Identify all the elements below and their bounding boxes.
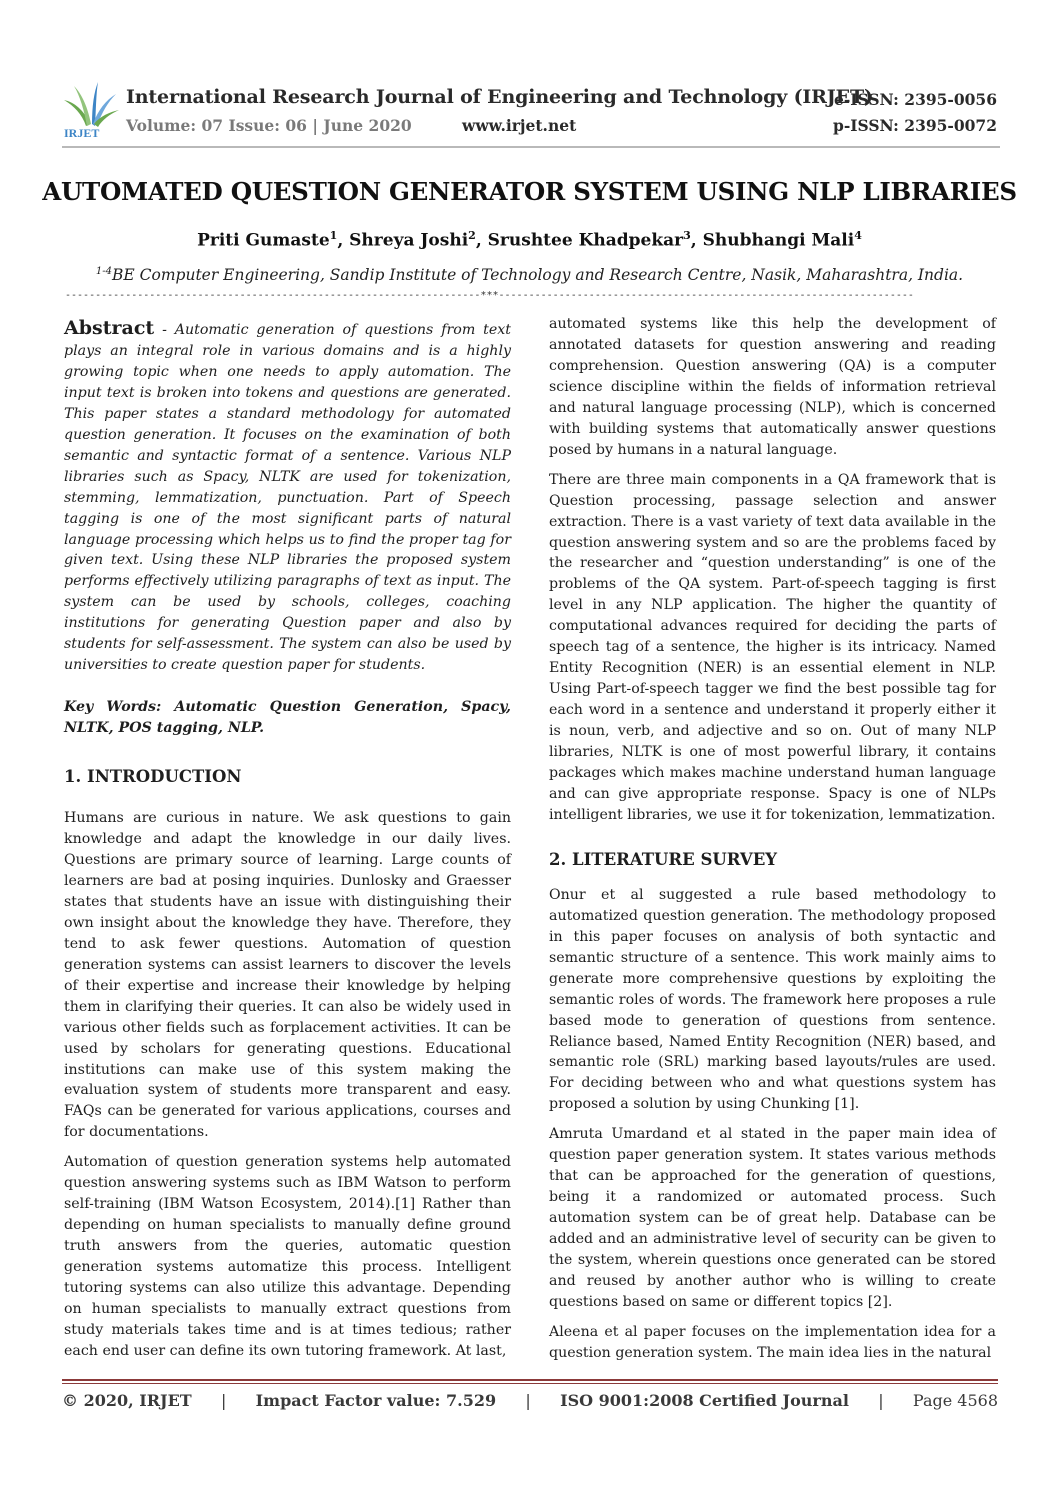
abstract — [64, 318, 511, 676]
footer-copyright: © 2020, IRJET — [62, 1390, 192, 1410]
separator-dashes-right: --------------------------------------------------------------------- — [498, 290, 914, 301]
section-heading-literature-survey: 2. LITERATURE SURVEY — [549, 849, 778, 869]
footer-pipe: | — [525, 1390, 531, 1410]
author-list — [0, 229, 1059, 251]
footer-divider — [62, 1379, 998, 1381]
e-issn: e-ISSN: 2395-0056 — [833, 90, 997, 109]
page-footer — [62, 1388, 998, 1412]
paragraph: Humans are curious in nature. We ask questions to gain knowledge and adapt the knowledge in our daily lives. Questions are primary source of learning. Large counts of learners are bad at posing inquiries. Dunlosky and Graesser states that students have an issue with distinguishing their own insight about the knowledge they have. Therefore, they tend to ask fewer questions. Automation of question generation systems can assist learners to discover the levels of their expertise and increase their knowledge by helping them in clarifying their queries. It can also be widely used in various other fields such as forplacement activities. It can be used by scholars for generating questions. Educational institutions can make use of this system making the evaluation system of students more transparent and easy. FAQs can be generated for various applications, courses and for documentations. — [64, 810, 511, 1141]
affiliation-text: BE Computer Engineering, Sandip Institute of Technology and Research Centre, Nasik, Maharashtra, India. — [112, 266, 964, 285]
abstract-label: Abstract — [64, 317, 155, 339]
paragraph: Automation of question generation systems help automated question answering systems such as IBM Watson to perform self-training (IBM Watson Ecosystem, 2014).[1] Rather than depending on human specialists to manually define ground truth answers from the queries, automatic question generation systems automatize this process. Intelligent tutoring systems can also utilize this advantage. Depending on human specialists to manually extract questions from study materials takes time and is at times tedious; rather each end user can define its own tutoring framework. At last, — [64, 1154, 511, 1359]
paragraph: Amruta Umardand et al stated in the paper main idea of question paper generation system. It states various methods that can be approached for the generation of questions, being it a randomized or automated process. Such automation system can be of great help. Database can be added and an administrative level of security can be given to the system, wherein questions once generated can be stored and reused by another author who is willing to create questions based on same or different topics [2]. — [549, 1126, 996, 1310]
right-column — [549, 314, 996, 1364]
footer-divider-thin — [62, 1383, 998, 1384]
footer-pipe: | — [220, 1390, 227, 1410]
irjet-logo — [62, 80, 120, 138]
keywords — [64, 697, 511, 739]
author-separator: , — [475, 230, 488, 251]
separator-dashes-left: --------------------------------------------------------------------- — [65, 290, 481, 301]
author-affiliation-mark: 4 — [854, 229, 862, 242]
header-divider — [62, 146, 1000, 148]
author-separator: , — [690, 230, 703, 251]
paragraph: automated systems like this help the development of annotated datasets for question answering and reading comprehension. Question answering (QA) is a computer science discipline within the fields of information retrieval and natural language processing (NLP), which is concerned with building systems that automatically answer questions posed by humans in a natural language. — [549, 316, 996, 458]
journal-website-link[interactable]: www.irjet.net — [462, 116, 577, 135]
paragraph: Onur et al suggested a rule based methodology to automatized question generation. The methodology proposed in this paper focuses on analysis of both syntactic and semantic structure of a sentence. This work mainly aims to generate more comprehensive questions by exploiting the semantic roles of words. The framework here proposes a rule based mode to generation of questions from sentence. Reliance based, Named Entity Recognition (NER) based, and semantic role (SRL) marking based layouts/rules are used. For deciding between who and what questions system has proposed a solution by using Chunking [1]. — [549, 886, 996, 1113]
affiliation-mark: 1-4 — [95, 266, 113, 277]
author-separator: , — [337, 230, 350, 251]
paragraph: There are three main components in a QA framework that is Question processing, passage selection and answer extraction. There is a vast variety of text data available in the question answering system and so are the problems faced by the researcher and “question understanding” is one of the problems of the QA system. Part-of-speech tagging is first level in any NLP application. The higher the quantity of computational advances required for deciding the parts of speech tag of a sentence, the higher is its intricacy. Named Entity Recognition (NER) is an essential element in NLP. Using Part-of-speech tagger we find the best possible tag for each word in a sentence and understand it properly either it is noun, verb, and adjective and so on. Out of many NLP libraries, NLTK is one of most powerful library, it contains packages which makes machine understand human language and can give appropriate response. Spacy is one of NLPs intelligent libraries, we use it for tokenization, lemmatization. — [549, 471, 996, 823]
author-name: Shreya Joshi — [349, 230, 469, 251]
author-affiliation-mark: 1 — [329, 229, 338, 242]
section-separator — [65, 290, 995, 301]
left-column — [64, 318, 511, 1362]
footer-iso: ISO 9001:2008 Certified Journal — [560, 1390, 849, 1410]
footer-page-number: Page 4568 — [912, 1390, 998, 1410]
p-issn: p-ISSN: 2395-0072 — [832, 116, 997, 135]
footer-pipe: | — [878, 1390, 884, 1410]
volume-issue: Volume: 07 Issue: 06 | June 2020 — [126, 116, 412, 135]
author-name: Priti Gumaste — [197, 230, 330, 251]
author-affiliation-mark: 3 — [683, 229, 691, 242]
abstract-text: - Automatic generation of questions from text plays an integral role in various domains and is a highly growing topic when one needs to apply automation. The input text is broken into tokens and questions are generated. This paper states a standard methodology for automated question generation. It focuses on the examination of both semantic and syntactic format of a sentence. Various NLP libraries such as Spacy, NLTK are used for tokenization, stemming, lemmatization, punctuation. Part of Speech tagging is one of the most significant parts of natural language processing which helps us to find the proper tag for given text. Using these NLP libraries the proposed system performs effectively utilizing paragraphs of text as input. The system can be used by schools, colleges, coaching institutions for generating Question paper and also by students for self-assessment. The system can also be used by universities to create question paper for students. — [64, 322, 511, 674]
author-name: Shubhangi Mali — [702, 230, 855, 251]
logo-text: IRJET — [64, 126, 100, 138]
keywords-text: : Automatic Question Generation, Spacy, NLTK, POS tagging, NLP. — [64, 699, 511, 737]
separator-mark: *** — [480, 290, 499, 301]
author-name: Srushtee Khadpekar — [487, 230, 684, 251]
footer-impact-factor: Impact Factor value: 7.529 — [255, 1390, 497, 1410]
keywords-label: Key Words — [64, 699, 157, 716]
paragraph: Aleena et al paper focuses on the implementation idea for a question generation system. The main idea lies in the natural — [549, 1323, 996, 1361]
section-heading-introduction: 1. INTRODUCTION — [64, 767, 242, 787]
journal-title: International Research Journal of Engineering and Technology (IRJET) — [126, 86, 873, 108]
author-affiliation-mark: 2 — [468, 229, 476, 242]
affiliation — [0, 266, 1059, 284]
paper-title: AUTOMATED QUESTION GENERATOR SYSTEM USING NLP LIBRARIES — [42, 177, 1017, 206]
